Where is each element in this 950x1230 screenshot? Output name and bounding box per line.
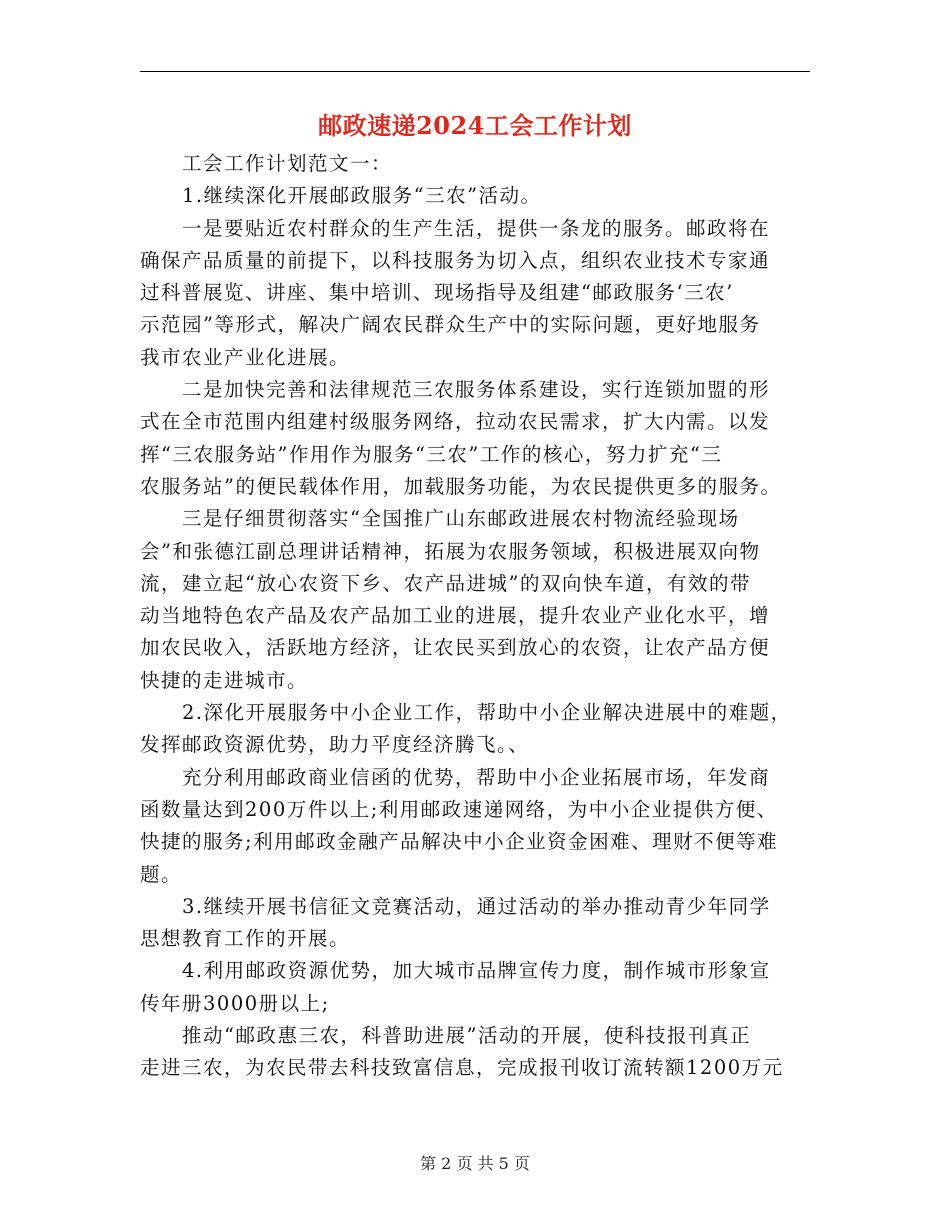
text-line: 快捷的服务;利用邮政金融产品解决中小企业资金困难、理财不便等难: [140, 830, 779, 854]
text-line: 式在全市范围内组建村级服务网络，拉动农民需求，扩大内需。以发: [140, 410, 771, 434]
text-line: 一是要贴近农村群众的生产生活，提供一条龙的服务。邮政将在: [182, 216, 771, 240]
text-line: 会”和张德江副总理讲话精神，拓展为农服务领域，积极进展双向物: [140, 539, 761, 563]
text-line: 发挥邮政资源优势，助力平度经济腾飞。、: [140, 733, 530, 757]
text-line: 1.继续深化开展邮政服务“三农”活动。: [182, 184, 542, 208]
text-line: 2.深化开展服务中小企业工作，帮助中小企业解决进展中的难题，: [182, 701, 792, 725]
text-line: 工会工作计划范文一：: [182, 152, 393, 175]
text-line: 动当地特色农产品及农产品加工业的进展，提升农业产业化水平，增: [140, 604, 771, 628]
document-title: 邮政速递2024工会工作计划: [318, 111, 632, 140]
text-line: 推动“邮政惠三农，科普助进展”活动的开展，使科技报刊真正: [182, 1024, 751, 1048]
text-line: 题。: [140, 862, 183, 886]
text-line: 示范园”等形式，解决广阔农民群众生产中的实际问题，更好地服务: [140, 313, 761, 337]
text-line: 4.利用邮政资源优势，加大城市品牌宣传力度，制作城市形象宣: [182, 959, 771, 983]
text-line: 加农民收入，活跃地方经济，让农民买到放心的农资，让农产品方便: [140, 636, 771, 660]
page-number: 第 2 页 共 5 页: [420, 1154, 530, 1173]
text-line: 走进三农，为农民带去科技致富信息，完成报刊收订流转额1200万元: [140, 1056, 784, 1080]
text-line: 充分利用邮政商业信函的优势，帮助中小企业拓展市场，年发商: [182, 765, 771, 789]
text-line: 流，建立起“放心农资下乡、农产品进城”的双向快车道，有效的带: [140, 571, 751, 595]
text-line: 确保产品质量的前提下，以科技服务为切入点，组织农业技术专家通: [140, 248, 771, 272]
text-line: 过科普展览、讲座、集中培训、现场指导及组建“邮政服务‘三农’: [140, 281, 734, 305]
text-line: 二是加快完善和法律规范三农服务体系建设，实行连锁加盟的形: [182, 378, 771, 402]
text-line: 快捷的走进城市。: [140, 668, 309, 692]
text-line: 3.继续开展书信征文竞赛活动，通过活动的举办推动青少年同学: [182, 894, 771, 918]
text-line: 我市农业产业化进展。: [140, 345, 351, 369]
text-line: 三是仔细贯彻落实“全国推广山东邮政进展农村物流经验现场: [182, 507, 740, 531]
document-body: [140, 148, 810, 1085]
text-line: 挥“三农服务站”作用作为服务“三农”工作的核心，努力扩充“三: [140, 442, 723, 466]
text-line: 函数量达到200万件以上;利用邮政速递网络，为中小企业提供方便、: [140, 797, 778, 821]
text-line: 农服务站”的便民载体作用，加载服务功能，为农民提供更多的服务。: [140, 474, 782, 498]
text-line: 传年册3000册以上;: [140, 991, 330, 1015]
text-line: 思想教育工作的开展。: [140, 927, 351, 951]
header-rule: [140, 71, 810, 72]
